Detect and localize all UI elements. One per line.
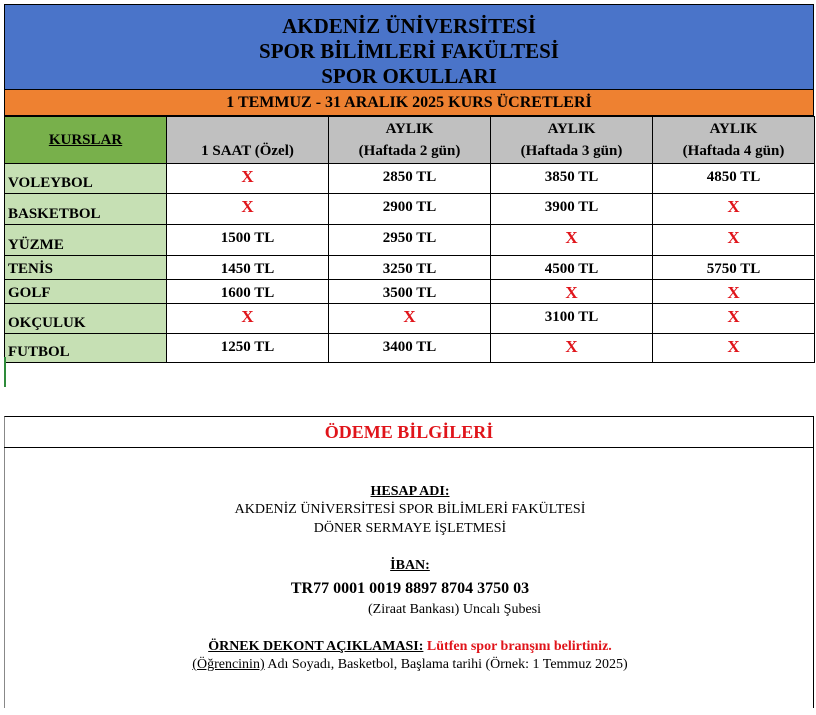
unavailable-mark: X [167, 304, 329, 334]
table-row [5, 256, 815, 280]
column-header: AYLIK (Haftada 2 gün) [329, 117, 491, 164]
bank-branch: (Ziraat Bankası) Uncalı Şubesi [368, 602, 542, 617]
column-header: AYLIK (Haftada 4 gün) [653, 117, 815, 164]
column-header: AYLIK (Haftada 3 gün) [491, 117, 653, 164]
course-name-cell: VOLEYBOL [5, 164, 167, 194]
price-cell: 3500 TL [329, 280, 491, 304]
unavailable-mark: X [653, 304, 815, 334]
receipt-example-line [0, 657, 816, 673]
price-cell: 2900 TL [329, 194, 491, 225]
account-label: HESAP ADI: [370, 484, 450, 499]
receipt-example-prefix: (Öğrencinin) [192, 657, 265, 672]
courses-column-header: KURSLAR [5, 117, 167, 164]
account-name-line2: DÖNER SERMAYE İŞLETMESİ [313, 521, 507, 536]
unavailable-mark: X [491, 334, 653, 363]
price-cell: 3900 TL [491, 194, 653, 225]
unavailable-mark: X [653, 334, 815, 363]
price-cell: 3100 TL [491, 304, 653, 334]
column-header: 1 SAAT (Özel) [167, 117, 329, 164]
iban-number: TR77 0001 0019 8897 8704 3750 03 [290, 580, 530, 597]
sheet-gridline [4, 357, 6, 387]
table-row [5, 194, 815, 225]
price-cell: 1500 TL [167, 225, 329, 256]
price-cell: 2950 TL [329, 225, 491, 256]
table-row [5, 334, 815, 363]
price-cell: 3400 TL [329, 334, 491, 363]
price-cell: 3850 TL [491, 164, 653, 194]
unavailable-mark: X [653, 225, 815, 256]
receipt-note: Lütfen spor branşını belirtiniz. [423, 639, 612, 654]
university-title: AKDENİZ ÜNİVERSİTESİ [282, 14, 536, 38]
fee-table [4, 116, 815, 363]
course-name-cell: FUTBOL [5, 334, 167, 363]
course-name-cell: TENİS [5, 256, 167, 280]
iban-label: İBAN: [390, 558, 430, 573]
receipt-note-line [0, 639, 816, 655]
period-title: 1 TEMMUZ - 31 ARALIK 2025 KURS ÜCRETLERİ [4, 90, 814, 116]
unavailable-mark: X [167, 164, 329, 194]
unavailable-mark: X [329, 304, 491, 334]
table-row [5, 164, 815, 194]
price-cell: 3250 TL [329, 256, 491, 280]
price-cell: 4500 TL [491, 256, 653, 280]
school-title: SPOR OKULLARI [321, 64, 497, 88]
unavailable-mark: X [167, 194, 329, 225]
course-name-cell: YÜZME [5, 225, 167, 256]
price-cell: 1600 TL [167, 280, 329, 304]
account-name-line1: AKDENİZ ÜNİVERSİTESİ SPOR BİLİMLERİ FAKÜLTESİ [234, 502, 586, 517]
price-cell: 2850 TL [329, 164, 491, 194]
receipt-label: ÖRNEK DEKONT AÇIKLAMASI: [208, 639, 424, 654]
course-name-cell: BASKETBOL [5, 194, 167, 225]
unavailable-mark: X [491, 225, 653, 256]
unavailable-mark: X [653, 280, 815, 304]
table-header-row [5, 117, 815, 164]
course-name-cell: GOLF [5, 280, 167, 304]
course-name-cell: OKÇULUK [5, 304, 167, 334]
table-row [5, 304, 815, 334]
unavailable-mark: X [653, 194, 815, 225]
price-cell: 1250 TL [167, 334, 329, 363]
table-row [5, 225, 815, 256]
payment-title: ÖDEME BİLGİLERİ [4, 416, 814, 448]
receipt-example-text: Adı Soyadı, Basketbol, Başlama tarihi (Örnek: 1 Temmuz 2025) [264, 657, 628, 672]
price-cell: 1450 TL [167, 256, 329, 280]
unavailable-mark: X [491, 280, 653, 304]
table-row [5, 280, 815, 304]
price-cell: 4850 TL [653, 164, 815, 194]
faculty-title: SPOR BİLİMLERİ FAKÜLTESİ [259, 39, 559, 63]
price-cell: 5750 TL [653, 256, 815, 280]
header-banner [4, 4, 814, 90]
